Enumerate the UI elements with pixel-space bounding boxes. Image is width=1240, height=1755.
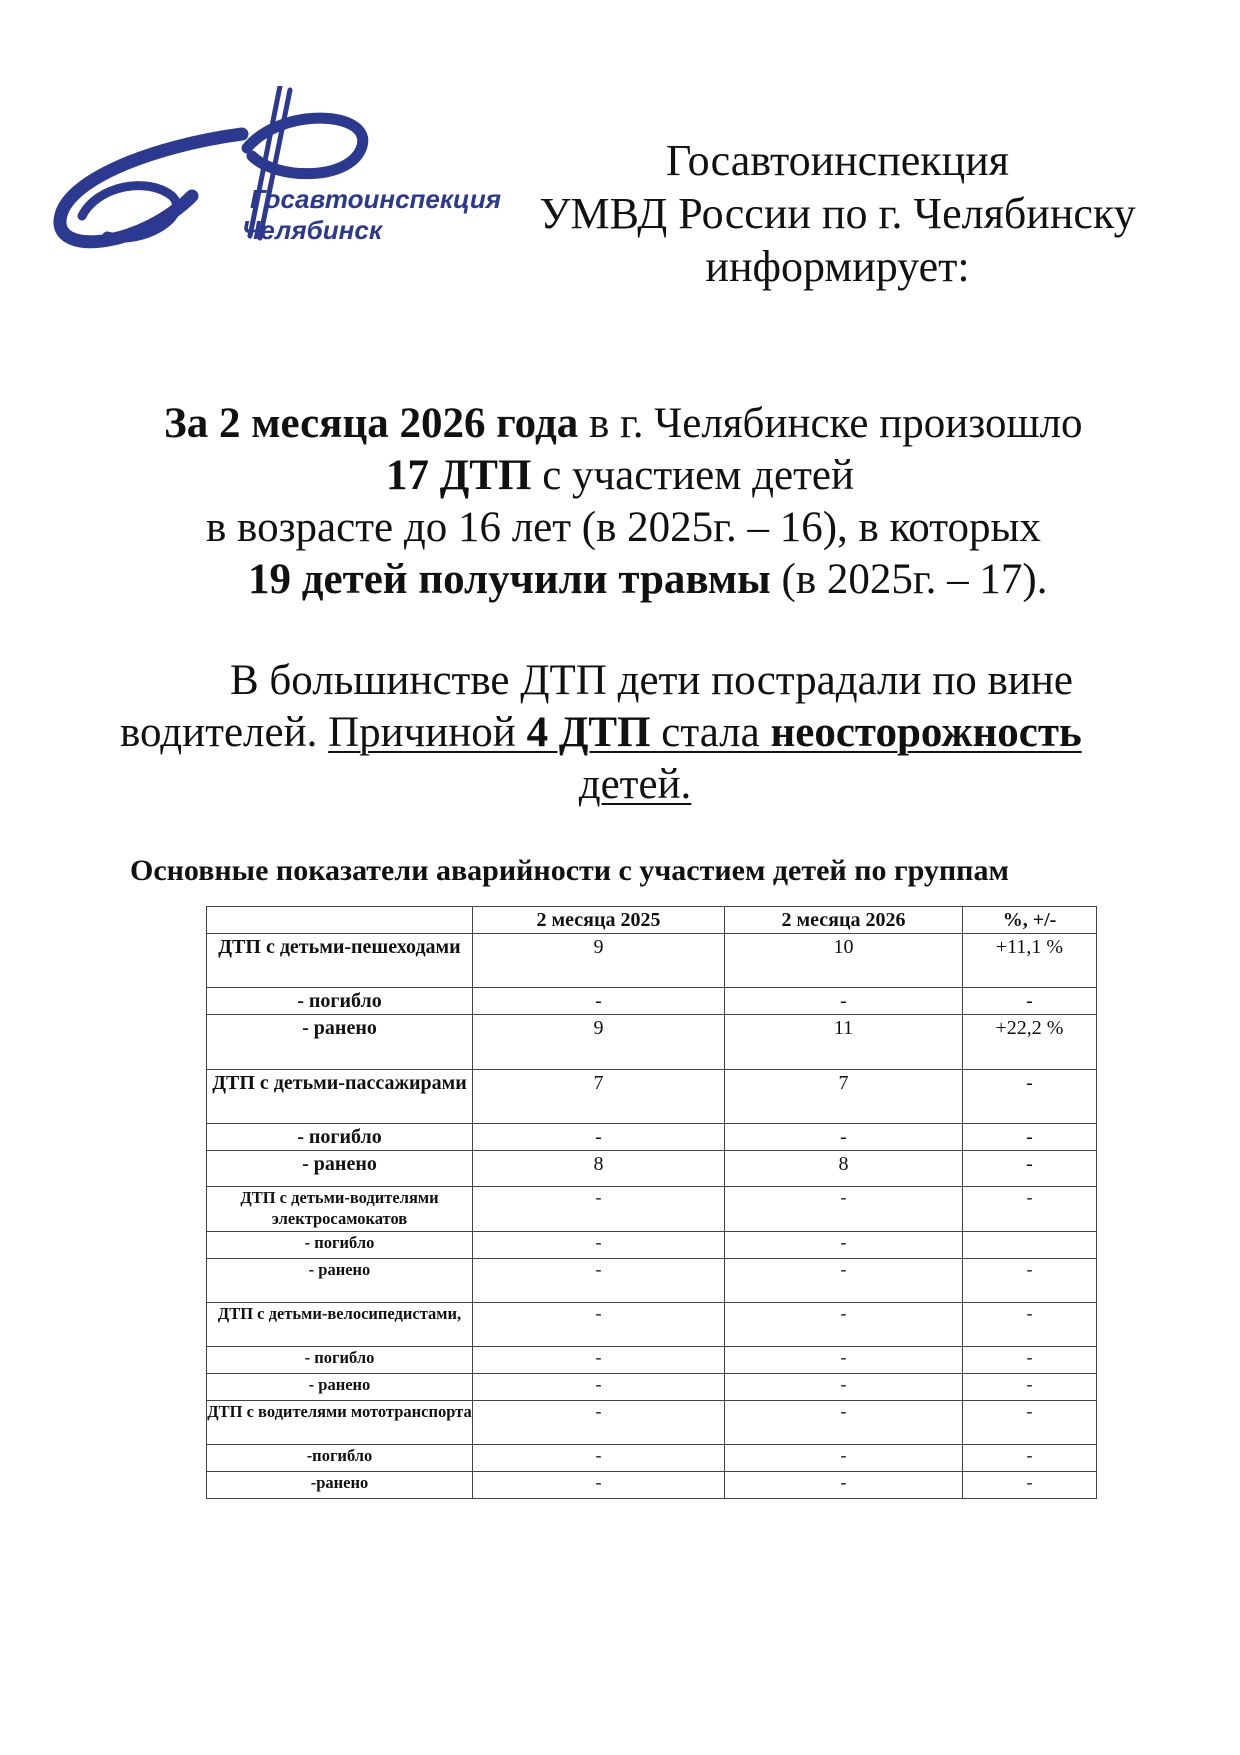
row-label: - погибло [207, 1232, 473, 1259]
cell-2025: - [473, 1472, 725, 1499]
cause-line3: детей. [578, 761, 692, 808]
cell-2025: - [473, 1187, 725, 1232]
row-label: ДТП с детьми-велосипедистами, [207, 1303, 473, 1347]
summary-line2: 17 ДТП с участием детей [385, 452, 855, 499]
summary-line1: За 2 месяца 2026 года в г. Челябинске произошло [164, 400, 1083, 447]
header-cell-2026: 2 месяца 2026 [725, 907, 963, 934]
cell-2026: - [725, 1374, 963, 1401]
cell-2025: 8 [473, 1151, 725, 1187]
logo-text-line1: Госавтоинспекция [250, 184, 502, 214]
accident-stats-table [206, 906, 1097, 1499]
cell-2026: 10 [725, 934, 963, 988]
cell-pct: - [963, 1124, 1097, 1151]
cause-paragraph [120, 655, 1170, 811]
cell-pct: - [963, 1259, 1097, 1303]
header-title [505, 134, 1170, 293]
row-label: -ранено [207, 1472, 473, 1499]
row-label: - ранено [207, 1151, 473, 1187]
table-title: Основные показатели аварийности с участием детей по группам [130, 854, 1009, 887]
cell-2026: - [725, 1472, 963, 1499]
table-row [207, 1124, 1097, 1151]
row-label: - погибло [207, 988, 473, 1015]
cause-line2: водителей. Причиной 4 ДТП стала неосторожность [120, 709, 1082, 756]
cell-pct: - [963, 1472, 1097, 1499]
cell-2025: - [473, 1401, 725, 1445]
cell-2026: - [725, 1445, 963, 1472]
cell-2026: - [725, 1232, 963, 1259]
table-row [207, 1151, 1097, 1187]
cell-2025: - [473, 1259, 725, 1303]
logo-text-line2: Челябинск [242, 215, 382, 245]
cell-2026: - [725, 1124, 963, 1151]
cell-2026: - [725, 1259, 963, 1303]
cell-2025: 9 [473, 1015, 725, 1070]
logo [52, 86, 502, 276]
cell-2026: 7 [725, 1070, 963, 1124]
cell-pct: - [963, 1347, 1097, 1374]
row-label: ДТП с водителями мототранспорта [207, 1401, 473, 1445]
cell-pct: - [963, 1151, 1097, 1187]
header-cell-2025: 2 месяца 2025 [473, 907, 725, 934]
gai-logo-emblem [52, 86, 502, 276]
table-row [207, 1015, 1097, 1070]
table-row [207, 1401, 1097, 1445]
cell-pct: - [963, 1070, 1097, 1124]
table-row [207, 1347, 1097, 1374]
table-row [207, 1374, 1097, 1401]
cell-2025: - [473, 1303, 725, 1347]
row-label: - погибло [207, 1124, 473, 1151]
header-line2: УМВД России по г. Челябинску [539, 189, 1136, 238]
row-label: ДТП с детьми-пешеходами [207, 934, 473, 988]
row-label: - ранено [207, 1015, 473, 1070]
cell-2025: 7 [473, 1070, 725, 1124]
cell-2026: 11 [725, 1015, 963, 1070]
summary-line4: 19 детей получили травмы (в 2025г. – 17). [248, 556, 1048, 603]
row-label: ДТП с детьми-пассажирами [207, 1070, 473, 1124]
cell-2025: - [473, 1374, 725, 1401]
header-cell-pct: %, +/- [963, 907, 1097, 934]
header-line1: Госавтоинспекция [666, 136, 1009, 185]
cell-2026: - [725, 988, 963, 1015]
cell-pct [963, 1232, 1097, 1259]
table-row [207, 934, 1097, 988]
table-row [207, 1445, 1097, 1472]
table-row [207, 1472, 1097, 1499]
cell-2025: - [473, 988, 725, 1015]
table-row [207, 1232, 1097, 1259]
cell-2026: - [725, 1347, 963, 1374]
table-row [207, 988, 1097, 1015]
header-cell-label [207, 907, 473, 934]
table-row [207, 1303, 1097, 1347]
cell-pct: - [963, 1401, 1097, 1445]
row-label: - ранено [207, 1374, 473, 1401]
row-label: - погибло [207, 1347, 473, 1374]
table-header-row [207, 907, 1097, 934]
row-label: - ранено [207, 1259, 473, 1303]
header-line3: информирует: [705, 242, 970, 291]
cell-pct: - [963, 1187, 1097, 1232]
cell-2026: 8 [725, 1151, 963, 1187]
cause-line1: В большинстве ДТП дети пострадали по вине [230, 657, 1073, 704]
row-label: ДТП с детьми-водителями электросамокатов [207, 1187, 473, 1232]
cell-2026: - [725, 1187, 963, 1232]
cell-2025: - [473, 1232, 725, 1259]
cell-2026: - [725, 1401, 963, 1445]
cell-pct: - [963, 1445, 1097, 1472]
table-row [207, 1259, 1097, 1303]
cell-pct: +22,2 % [963, 1015, 1097, 1070]
cell-pct: - [963, 988, 1097, 1015]
cell-2025: - [473, 1445, 725, 1472]
table-row [207, 1187, 1097, 1232]
cell-2025: - [473, 1347, 725, 1374]
cell-2026: - [725, 1303, 963, 1347]
table-row [207, 1070, 1097, 1124]
cell-2025: 9 [473, 934, 725, 988]
cell-pct: - [963, 1374, 1097, 1401]
cell-2025: - [473, 1124, 725, 1151]
summary-paragraph [120, 398, 1170, 606]
cell-pct: +11,1 % [963, 934, 1097, 988]
summary-line3: в возрасте до 16 лет (в 2025г. – 16), в которых [206, 504, 1041, 551]
cell-pct: - [963, 1303, 1097, 1347]
row-label: -погибло [207, 1445, 473, 1472]
